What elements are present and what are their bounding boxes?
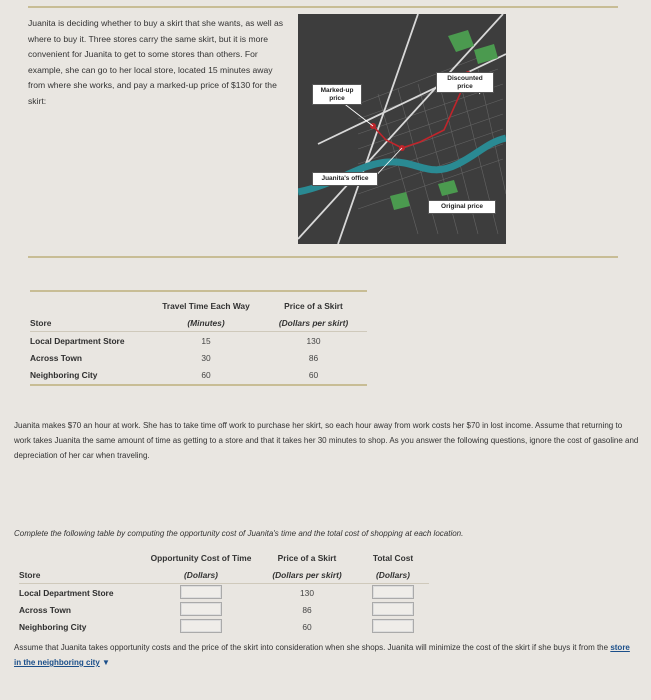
price-units: (Dollars per skirt): [272, 569, 342, 580]
table-row: [30, 349, 367, 366]
travel-time-value: 15: [152, 332, 260, 350]
store-header: Store: [19, 569, 41, 580]
price-value: 86: [302, 604, 312, 615]
price-value: 60: [302, 621, 312, 632]
store-header: Store: [30, 317, 52, 328]
opportunity-cost-header: Opportunity Cost of Time: [150, 552, 252, 563]
price-header: Price of a Skirt: [284, 300, 343, 311]
travel-time-units: (Minutes): [187, 317, 225, 328]
total-cost-input[interactable]: [372, 585, 414, 599]
income-paragraph: Juanita makes $70 an hour at work. She has to take time off work to purchase her skirt, so each hour away from work costs her $70 in lost income. Assume that returning to work takes Juanita the same amount of time as getting to a store and that it takes her 30 minutes to shop. As you answer the following questions, ignore the cost of gasoline and depreciation of her car when traveling.: [14, 421, 639, 460]
store-map: [298, 14, 506, 244]
table-row: [30, 366, 367, 383]
total-cost-units: (Dollars): [376, 569, 410, 580]
travel-time-header: Travel Time Each Way: [162, 300, 250, 311]
table-row: [19, 618, 429, 635]
dropdown-caret-icon[interactable]: ▼: [102, 658, 110, 667]
opportunity-cost-units: (Dollars): [184, 569, 218, 580]
store-choice-dropdown[interactable]: store in the neighboring city: [14, 643, 630, 667]
juanitas-office-label: Juanita's office: [312, 172, 378, 186]
price-value: 130: [257, 584, 357, 602]
table1-top-rule: [30, 290, 367, 292]
table-row: [19, 584, 429, 602]
opportunity-cost-table: [19, 549, 429, 635]
conclusion-paragraph: [14, 640, 639, 670]
price-value: 130: [260, 332, 367, 350]
conclusion-text: Assume that Juanita takes opportunity costs and the price of the skirt into consideration when she shops. Juanita will minimize the cost of the skirt if she buys it from the: [14, 643, 609, 652]
store-name: Local Department Store: [19, 584, 145, 602]
store-name: Neighboring City: [19, 621, 87, 632]
original-price-label: Original price: [428, 200, 496, 214]
section-rule: [28, 256, 618, 258]
price-header: Price of a Skirt: [277, 552, 337, 563]
store-name: Local Department Store: [30, 332, 152, 350]
opportunity-cost-input[interactable]: [180, 619, 222, 633]
opportunity-cost-input[interactable]: [180, 602, 222, 616]
price-value: 60: [308, 369, 319, 380]
intro-paragraph: Juanita is deciding whether to buy a skirt that she wants, as well as where to buy it. Three stores carry the same skirt, but it is more convenient for Juanita to get to some stores than others. For example, she can go to her local store, located 15 minutes away from where she works, and pay a marked-up price of $130 for the skirt:: [28, 18, 284, 106]
price-value: 86: [308, 352, 319, 363]
price-units: (Dollars per skirt): [278, 317, 349, 328]
travel-time-value: 30: [201, 352, 211, 363]
store-name: Neighboring City: [30, 369, 98, 380]
travel-time-value: 60: [201, 369, 211, 380]
store-travel-table: [30, 297, 367, 383]
discounted-price-label: Discounted price: [436, 72, 494, 93]
top-rule: [28, 6, 618, 8]
table1-bottom-rule: [30, 384, 367, 386]
marked-up-price-label: Marked-up price: [312, 84, 362, 105]
opportunity-cost-input[interactable]: [180, 585, 222, 599]
total-cost-header: Total Cost: [372, 552, 414, 563]
store-name: Across Town: [19, 604, 71, 615]
total-cost-input[interactable]: [372, 619, 414, 633]
total-cost-input[interactable]: [372, 602, 414, 616]
table-row: [30, 332, 367, 350]
table-row: [19, 601, 429, 618]
store-name: Across Town: [30, 352, 82, 363]
table-instruction: Complete the following table by computing the opportunity cost of Juanita's time and the total cost of shopping at each location.: [14, 529, 464, 538]
